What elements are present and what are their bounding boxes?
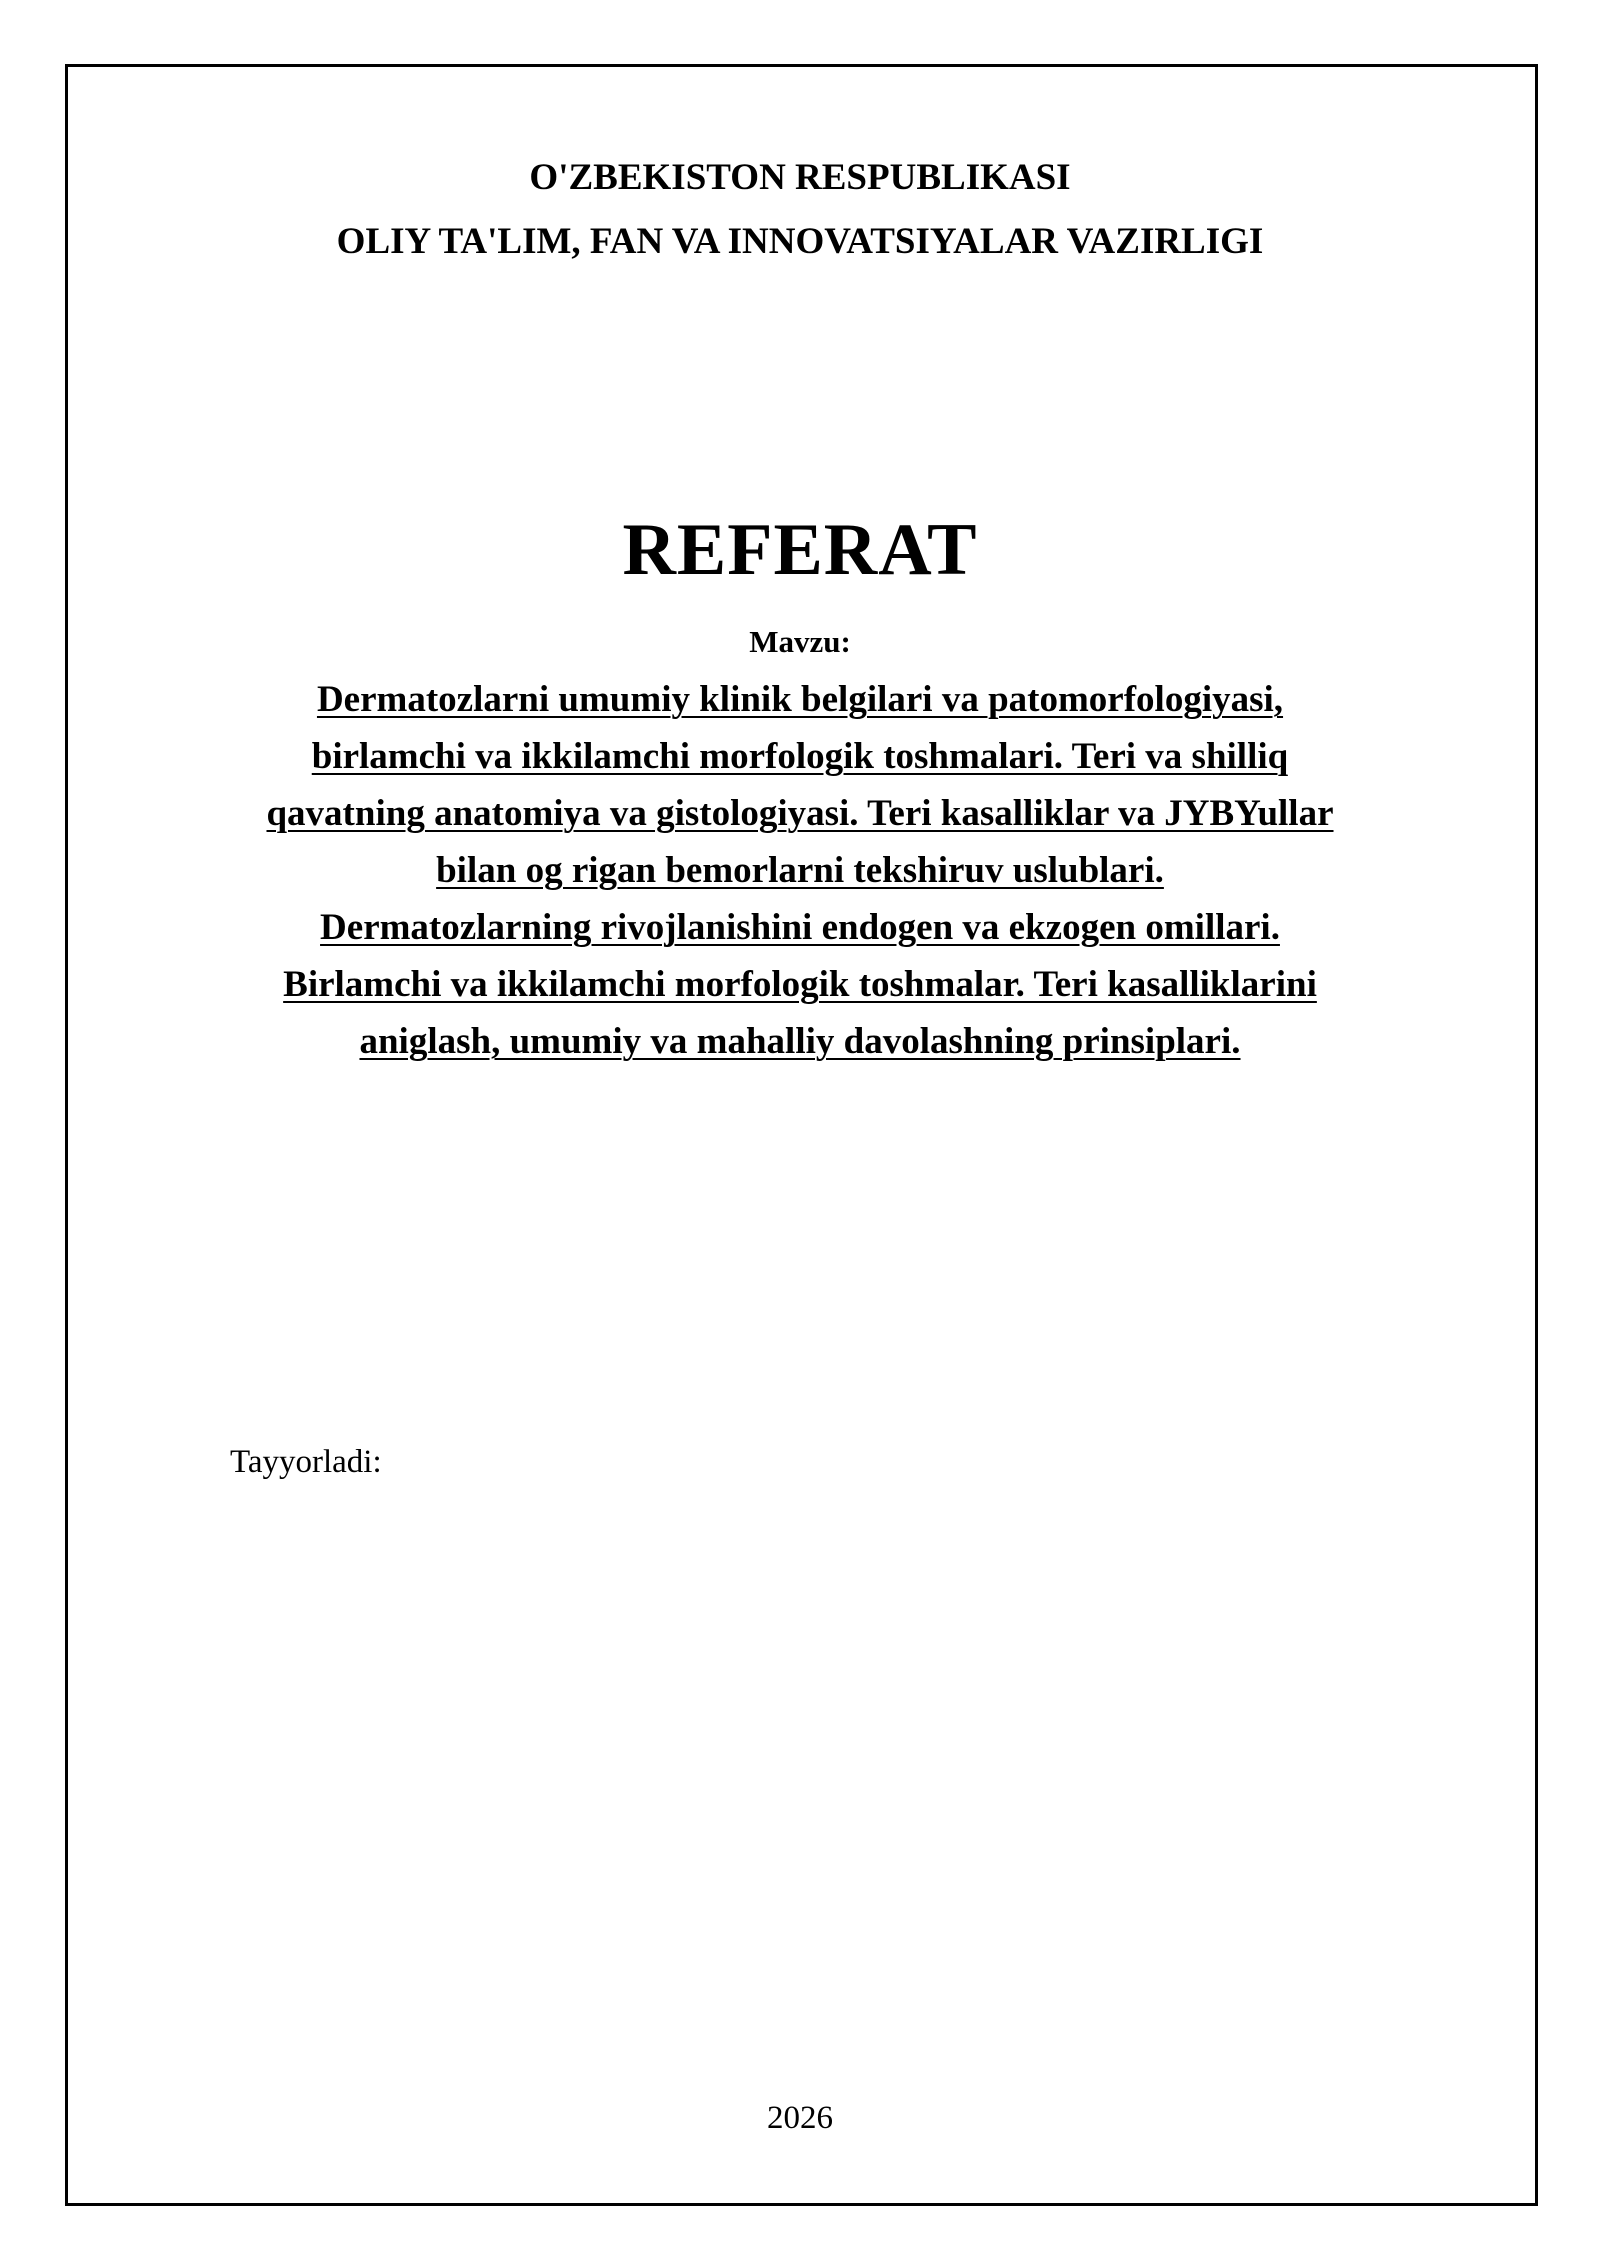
year-label: 2026 (767, 2100, 833, 2136)
topic-line-text: Dermatozlarning rivojlanishini endogen va ekzogen omillari. (320, 907, 1280, 948)
topic-line-text: Dermatozlarni umumiy klinik belgilari va patomorfologiyasi, (316, 679, 1284, 720)
topic-line-text: bilan og rigan bemorlarni tekshiruv uslublari. (436, 850, 1164, 891)
topic-text (0, 671, 1600, 1070)
topic-line (0, 728, 1600, 785)
topic-line (0, 1013, 1600, 1070)
document-title: REFERAT (622, 509, 978, 591)
ministry-header-line-1: O'ZBEKISTON RESPUBLIKASI (529, 157, 1071, 198)
topic-line (0, 671, 1600, 728)
topic-line (0, 956, 1600, 1013)
topic-line-text: aniglash, umumiy va mahalliy davolashning prinsiplari. (359, 1021, 1241, 1062)
topic-line (0, 899, 1600, 956)
page-border (65, 64, 1538, 2206)
prepared-by-label: Tayyorladi: (230, 1444, 382, 1480)
ministry-header-line-2: OLIY TA'LIM, FAN VA INNOVATSIYALAR VAZIRLIGI (336, 221, 1264, 262)
topic-line (0, 842, 1600, 899)
topic-line-text: qavatning anatomiya va gistologiyasi. Teri kasalliklar va JYBYullar (266, 793, 1334, 834)
topic-line-text: Birlamchi va ikkilamchi morfologik toshmalar. Teri kasalliklarini (283, 964, 1317, 1005)
topic-line-text: birlamchi va ikkilamchi morfologik toshmalari. Teri va shilliq (311, 736, 1289, 777)
topic-label: Mavzu: (749, 624, 851, 659)
topic-line (0, 785, 1600, 842)
